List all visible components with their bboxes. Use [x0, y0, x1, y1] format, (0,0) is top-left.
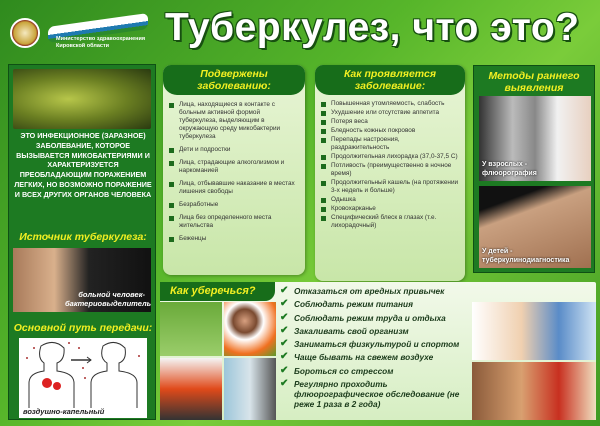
healthy-food-image	[472, 362, 596, 420]
list-item: Ухудшение или отсутствие аппетита	[319, 109, 459, 117]
list-item: Дети и подростки	[167, 146, 299, 154]
list-item: Кровохарканье	[319, 205, 459, 213]
symptoms-panel	[315, 65, 465, 281]
check-item: ✔ Закаливать свой организм	[280, 326, 472, 336]
check-item: ✔ Отказаться от вредных привычек	[280, 286, 472, 296]
list-item: Потливость (преимущественно в ночное время)	[319, 162, 459, 178]
list-item: Повышенная утомляемость, слабость	[319, 100, 459, 108]
transmission-caption: воздушно-капельный	[23, 407, 105, 416]
man-exercising-image	[160, 358, 222, 420]
check-item: ✔ Соблюдать режим труда и отдыха	[280, 313, 472, 323]
definition-text: ЭТО ИНФЕКЦИОННОЕ (ЗАРАЗНОЕ) ЗАБОЛЕВАНИЕ, КОТОРОЕ ВЫЗЫВАЕТСЯ МИКОБАКТЕРИЯМИ И ХАРАКТЕРИЗУЕТСЯ ПРЕОБЛАДАЮЩИМ ПОРАЖЕНИЕМ ЛЕГКИХ, НО ВОЗМОЖНО ПОРАЖЕНИЕ И ВСЕХ ДРУГИХ ОРГАНОВ ЧЕЛОВЕКА	[14, 131, 152, 199]
check-item: ✔ Бороться со стрессом	[280, 366, 472, 376]
fluorography-image	[224, 358, 276, 420]
list-item: Безработные	[167, 201, 299, 209]
list-item: Лица, находящиеся в контакте с больным активной формой туберкулеза, выделяющим в окружающую среду микобактерии туберкулеза	[167, 101, 299, 141]
emblem-icon	[10, 18, 40, 48]
list-item: Потеря веса	[319, 118, 459, 126]
symptoms-title: Как проявляется заболевание:	[315, 65, 465, 95]
woman-with-fruit-image	[224, 302, 276, 356]
transmission-heading: Основной путь передачи:	[13, 322, 153, 334]
injection-image	[479, 186, 591, 268]
coughing-man-image	[13, 248, 151, 312]
source-heading: Источник туберкулеза:	[19, 231, 147, 243]
prevention-list	[280, 286, 472, 412]
list-item: Специфический блеск в глазах (т.е. лихорадочный)	[319, 214, 459, 230]
children-caption: У детей - туберкулинодиагностика	[482, 248, 570, 264]
list-item: Бледность кожных покровов	[319, 127, 459, 135]
check-item: ✔ Заниматься физкультурой и спортом	[280, 339, 472, 349]
list-item: Продолжительная лихорадка (37,0-37,5 С)	[319, 153, 459, 161]
ministry-name: Министерство здравоохранения Кировской области	[56, 36, 146, 49]
transmission-diagram	[19, 338, 147, 418]
xray-doctor-image	[479, 96, 591, 181]
airborne-diagram-icon	[19, 338, 147, 408]
prevention-panel	[160, 282, 596, 420]
check-item: ✔ Чаще бывать на свежем воздухе	[280, 352, 472, 362]
prevention-title: Как уберечься?	[160, 282, 275, 301]
detection-title: Методы раннего выявления	[488, 70, 580, 94]
bacteria-image	[13, 69, 151, 129]
check-item: ✔ Соблюдать режим питания	[280, 299, 472, 309]
yoga-image	[472, 302, 596, 360]
list-item: Лица без определенного места жительства	[167, 214, 299, 230]
page-title: Туберкулез, что это?	[165, 6, 580, 49]
list-item: Продолжительный кашель (на протяжении 3-х недель и больше)	[319, 179, 459, 195]
list-item: Беженцы	[167, 235, 299, 243]
list-item: Лица, страдающие алкоголизмом и наркоманией	[167, 159, 299, 175]
ministry-logo	[8, 8, 158, 53]
susceptible-panel	[163, 65, 305, 275]
list-item: Перепады настроения, раздражительность	[319, 136, 459, 152]
check-item: ✔ Регулярно проходить флюорографическое обследование (не реже 1 раза в 2 года)	[280, 379, 472, 409]
definition-panel	[8, 64, 156, 420]
running-couple-image	[160, 302, 222, 356]
susceptible-title: Подвержены заболеванию:	[163, 65, 305, 95]
list-item: Лица, отбывавшие наказание в местах лишения свободы	[167, 180, 299, 196]
list-item: Одышка	[319, 196, 459, 204]
adults-caption: У взрослых - флюорография	[482, 161, 537, 177]
detection-panel	[473, 65, 595, 273]
source-caption: больной человек-бактериовыделитель	[65, 290, 152, 308]
